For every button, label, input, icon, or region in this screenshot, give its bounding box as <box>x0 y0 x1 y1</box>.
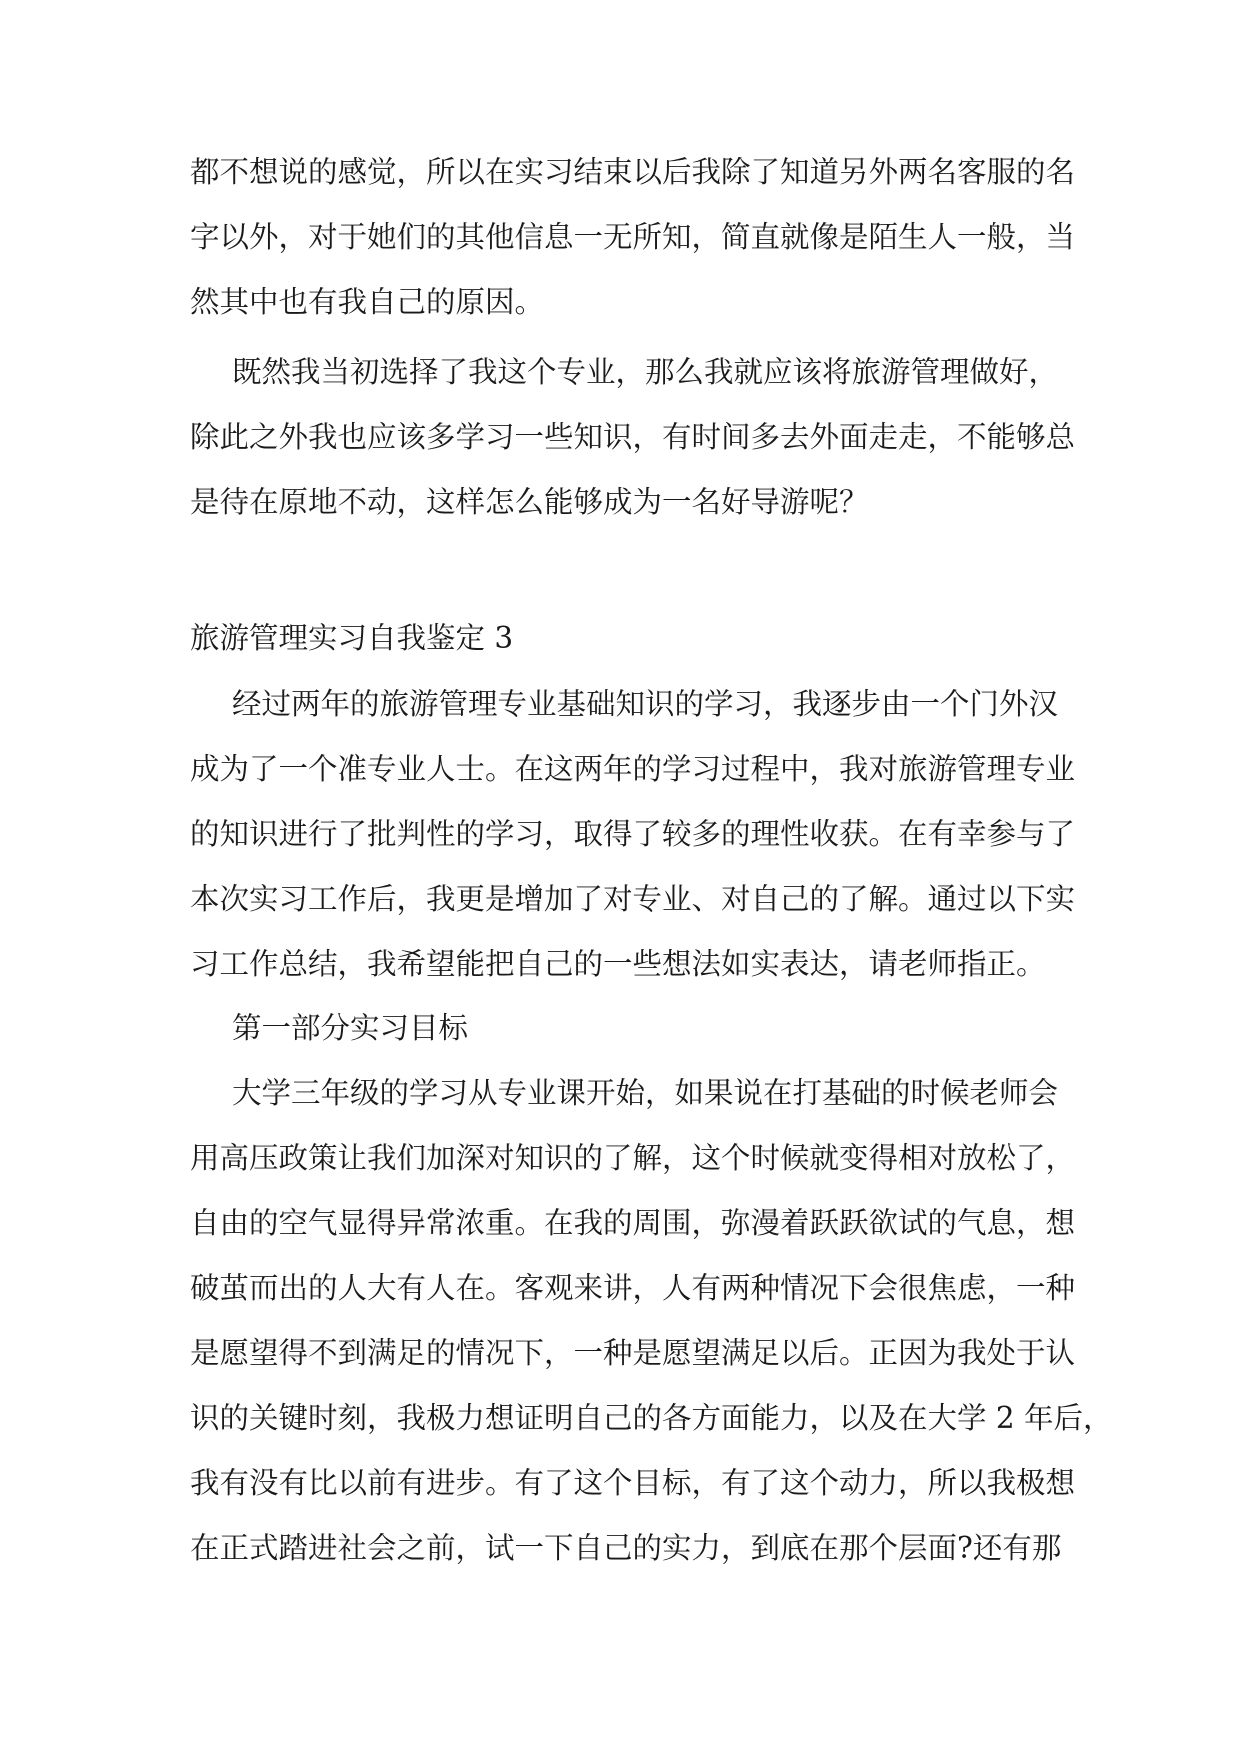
subsection-heading: 第一部分实习目标 <box>232 1011 469 1045</box>
text-line: 字以外，对于她们的其他信息一无所知，简直就像是陌生人一般，当 <box>190 220 1076 254</box>
text-line: 除此之外我也应该多学习一些知识，有时间多去外面走走，不能够总 <box>190 420 1076 454</box>
text-line: 经过两年的旅游管理专业基础知识的学习，我逐步由一个门外汉 <box>232 687 1059 721</box>
text-line: 自由的空气显得异常浓重。在我的周围，弥漫着跃跃欲试的气息，想 <box>190 1206 1076 1240</box>
text-line: 本次实习工作后，我更是增加了对专业、对自己的了解。通过以下实 <box>190 882 1076 916</box>
text-line: 我有没有比以前有进步。有了这个目标，有了这个动力，所以我极想 <box>190 1466 1076 1500</box>
text-line: 成为了一个准专业人士。在这两年的学习过程中，我对旅游管理专业 <box>190 752 1076 786</box>
text-line: 是愿望得不到满足的情况下，一种是愿望满足以后。正因为我处于认 <box>190 1336 1076 1370</box>
text-line: 识的关键时刻，我极力想证明自己的各方面能力，以及在大学 2 年后， <box>190 1401 1113 1435</box>
text-line: 破茧而出的人大有人在。客观来讲，人有两种情况下会很焦虑，一种 <box>190 1271 1076 1305</box>
text-line: 的知识进行了批判性的学习，取得了较多的理性收获。在有幸参与了 <box>190 817 1076 851</box>
text-line: 然其中也有我自己的原因。 <box>190 285 545 319</box>
text-line: 既然我当初选择了我这个专业，那么我就应该将旅游管理做好， <box>232 355 1059 389</box>
text-line: 用高压政策让我们加深对知识的了解，这个时候就变得相对放松了， <box>190 1141 1076 1175</box>
section-heading: 旅游管理实习自我鉴定 3 <box>190 621 514 655</box>
text-line: 是待在原地不动，这样怎么能够成为一名好导游呢？ <box>190 485 869 519</box>
text-line: 在正式踏进社会之前，试一下自己的实力，到底在那个层面?还有那 <box>190 1531 1062 1565</box>
text-line: 习工作总结，我希望能把自己的一些想法如实表达，请老师指正。 <box>190 947 1046 981</box>
text-line: 大学三年级的学习从专业课开始，如果说在打基础的时候老师会 <box>232 1076 1059 1110</box>
text-line: 都不想说的感觉，所以在实习结束以后我除了知道另外两名客服的名 <box>190 155 1076 189</box>
